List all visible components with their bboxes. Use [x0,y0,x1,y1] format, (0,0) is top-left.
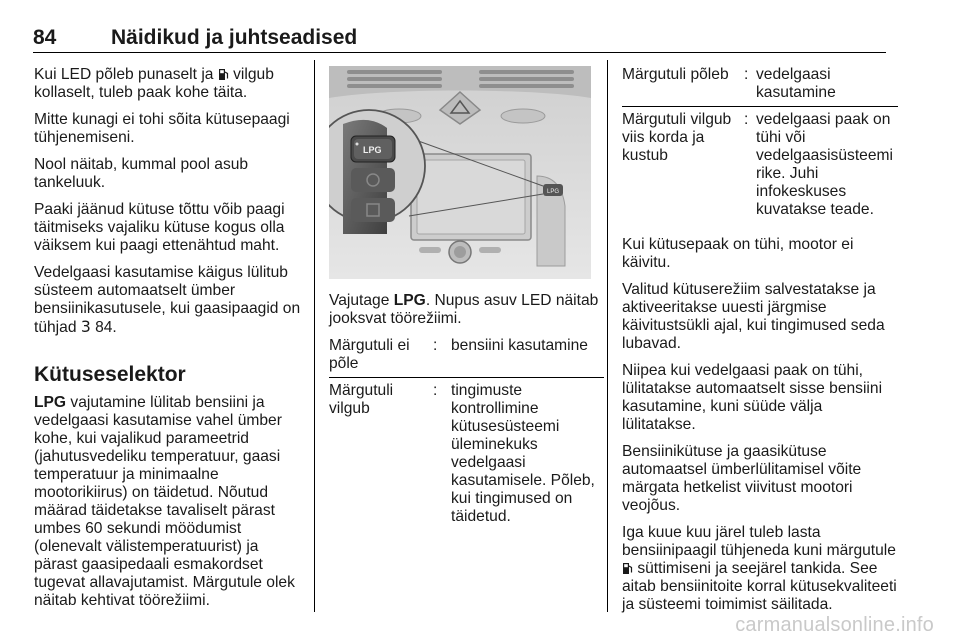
column-right [622,66,898,623]
paragraph: Mitte kunagi ei tohi sõita kütusepaagi tühjenemiseni. [34,111,290,146]
paragraph: Kui kütusepaak on tühi, mootor ei käivitu. [622,236,854,271]
paragraph: Valitud kütuserežiim salvestatakse ja aktiveeritakse uuesti järgmise käivitustsükli ajal, kui tingimused seda lubavad. [622,281,885,352]
table-row: Märgutuli põleb : vedelgaasi kasutamine [622,66,898,107]
dashboard-figure [329,66,591,279]
center-console-illustration [329,66,591,279]
column-divider-left [314,60,315,612]
paragraph: Niipea kui vedelgaasi paak on tühi, lülitatakse automaatselt sisse bensiini kasutamine, kuni süüde välja lülitatakse. [622,362,883,433]
fuel-pump-icon [622,562,633,575]
column-left [34,66,304,619]
section-heading: Kütuseselektor [34,363,186,386]
paragraph: LPG vajutamine lülitab bensiini ja vedelgaasi kasutamise vahel ümber kohe, kui vajalikud parameetrid (jahutusvedeliku temperatuur, gaasi temperatuur ja minimaalne mootorikiirus) on täidetud. Nõutud määrad täidetakse tavaliselt pärast umbes 60 sekundi möödumist (olenevalt välistemperatuurist) ja pärast gaasipedaali esmakordset tugevat allavajutamist. Märgutule olek näitab kehtivat töörežiimi. [34,394,295,609]
column-divider-right [607,60,608,612]
paragraph: Kui LED põleb punaselt ja vilgub kollaselt, tuleb paak kohe täita. [34,66,274,101]
table-row: Märgutuli ei põle : bensiini kasutamine [329,337,604,378]
page-number: 84 [33,26,57,49]
table-row: Märgutuli vilgub : tingimuste kontrollimine kütusesüsteemi üleminekuks vedelgaasi kasutamisele. Põleb, kui tingimused on täidetud. [329,382,595,525]
paragraph: Iga kuue kuu järel tuleb lasta bensiinipaagil tühjeneda kuni märgutule süttimiseni ja seejärel tankida. See aitab bensiinitoite korral kütusekvaliteeti ja süsteemi toimimist säilitada. [622,524,897,613]
figure-caption: Vajutage LPG. Nupus asuv LED näitab jooksvat töörežiimi. [329,292,599,327]
paragraph: Bensiinikütuse ja gaasikütuse automaatsel ümberlülitamisel võite märgata hetkelist viivitust mootori veojõus. [622,443,862,514]
paragraph: Vedelgaasi kasutamise käigus lülitub süsteem automaatselt ümber bensiinikasutusele, kui gaasipaagid on tühjad 3 84. [34,264,301,336]
fuel-pump-icon [218,68,229,81]
page-title: Näidikud ja juhtseadised [111,26,358,49]
column-middle [329,292,604,535]
paragraph: Nool näitab, kummal pool asub tankeluuk. [34,156,249,191]
paragraph: Paaki jäänud kütuse tõttu võib paagi täitmiseks vajaliku kütuse kogus olla väiksem kui paagi ettenähtud maht. [34,201,285,254]
page-header [33,26,886,53]
cross-reference-arrow-icon: 3 [80,318,91,336]
table-row: Märgutuli vilgub viis korda ja kustub : vedelgaasi paak on tühi või vedelgaasisüsteemi rike. Juhi infokeskuses kuvatakse teade. [622,111,893,218]
status-table [329,337,604,526]
svg-text:LPG: LPG [547,189,560,195]
lpg-button-label: LPG [363,145,382,155]
watermark: carmanualsonline.info [735,614,934,636]
status-table [622,66,898,219]
cross-reference[interactable]: 84. [90,319,117,336]
